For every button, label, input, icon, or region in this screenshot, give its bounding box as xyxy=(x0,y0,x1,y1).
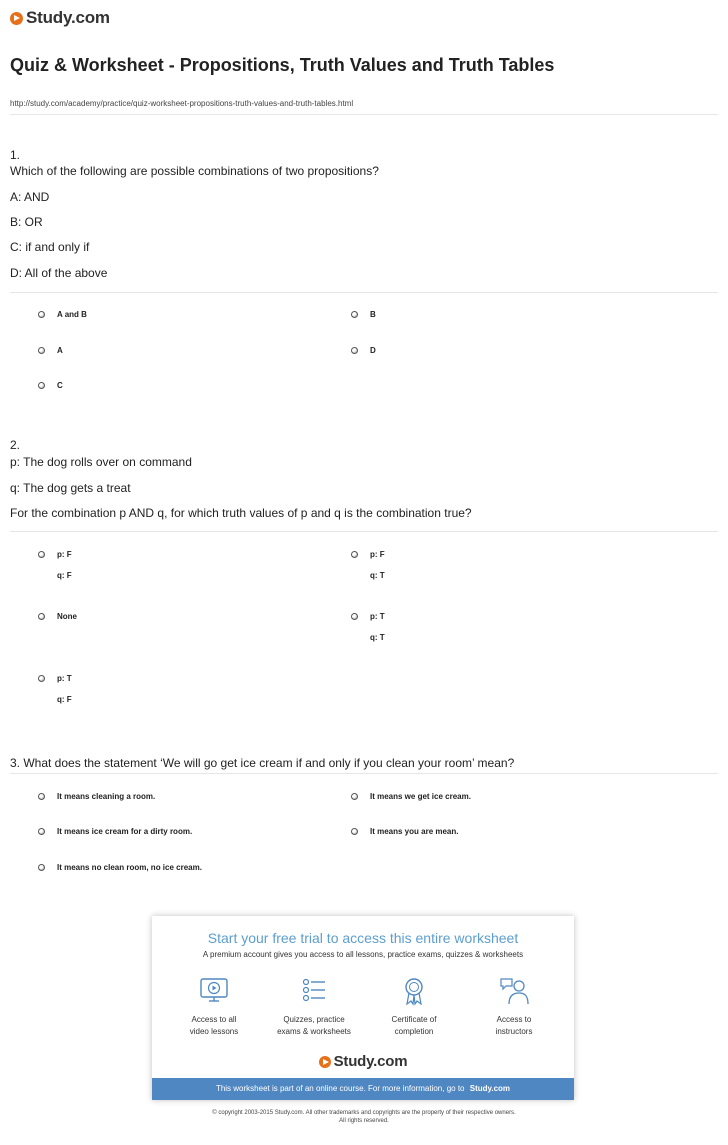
option-label: D xyxy=(370,346,376,355)
option-label: It means you are mean. xyxy=(370,827,459,836)
q3-prompt: 3. What does the statement ‘We will go get ice cream if and only if you clean your room’ mean? xyxy=(10,756,515,770)
play-logo-icon xyxy=(10,12,23,25)
option-label: q: F xyxy=(57,695,72,704)
radio-button[interactable] xyxy=(351,828,358,835)
divider xyxy=(10,531,718,532)
q2-prompt: For the combination p AND q, for which truth values of p and q is the combination true? xyxy=(10,506,472,520)
radio-button[interactable] xyxy=(38,828,45,835)
answer-option[interactable] xyxy=(38,381,63,390)
certificate-icon xyxy=(399,976,429,1006)
option-label: C xyxy=(57,381,63,390)
q1-choice-d: D: All of the above xyxy=(10,266,108,280)
radio-button[interactable] xyxy=(351,793,358,800)
feature-label: Access to all video lessons xyxy=(189,1015,239,1036)
feature-label: Quizzes, practice exams & worksheets xyxy=(277,1015,351,1036)
page-url: http://study.com/academy/practice/quiz-worksheet-propositions-truth-values-and-truth-tables.html xyxy=(10,99,354,108)
option-label: It means we get ice cream. xyxy=(370,792,471,801)
q1-choice-b: B: OR xyxy=(10,215,43,229)
divider xyxy=(10,773,718,774)
option-label: It means no clean room, no ice cream. xyxy=(57,863,202,872)
copyright-line: © copyright 2003-2015 Study.com. All other trademarks and copyrights are the property of their respective owners. xyxy=(212,1110,516,1116)
answer-option[interactable] xyxy=(351,792,471,801)
answer-option[interactable] xyxy=(38,863,202,872)
q2-line2: q: The dog gets a treat xyxy=(10,481,131,495)
answer-option[interactable] xyxy=(38,674,72,704)
answer-option[interactable] xyxy=(38,792,155,801)
radio-button[interactable] xyxy=(351,551,358,558)
promo-study-logo[interactable] xyxy=(152,1053,574,1070)
feature-video-lessons xyxy=(164,976,264,1038)
feature-label: Certificate of completion xyxy=(391,1015,437,1036)
promo-info-bar xyxy=(152,1078,574,1100)
promo-bar-text: This worksheet is part of an online course. For more information, go to xyxy=(215,1084,465,1093)
option-label: B xyxy=(370,310,376,319)
radio-button[interactable] xyxy=(38,675,45,682)
q2-line1: p: The dog rolls over on command xyxy=(10,455,192,469)
video-lesson-icon xyxy=(199,976,229,1006)
answer-option[interactable] xyxy=(38,612,77,621)
free-trial-promo[interactable] xyxy=(152,916,574,1100)
answer-option[interactable] xyxy=(351,612,385,642)
answer-option[interactable] xyxy=(38,827,192,836)
promo-subtitle: A premium account gives you access to all lessons, practice exams, quizzes & worksheets xyxy=(202,950,524,959)
option-label: None xyxy=(57,612,77,621)
q2-number: 2. xyxy=(10,438,21,452)
option-label: It means ice cream for a dirty room. xyxy=(57,827,193,836)
radio-button[interactable] xyxy=(351,613,358,620)
study-logo[interactable] xyxy=(10,8,110,28)
q1-choice-a: A: AND xyxy=(10,190,50,204)
option-label: q: F xyxy=(57,571,72,580)
quiz-list-icon xyxy=(299,976,329,1006)
option-label: q: T xyxy=(370,571,385,580)
answer-option[interactable] xyxy=(38,310,87,319)
answer-option[interactable] xyxy=(351,346,376,355)
answer-option[interactable] xyxy=(351,310,376,319)
feature-certificate xyxy=(364,976,464,1038)
option-label: A xyxy=(57,346,63,355)
feature-quizzes xyxy=(264,976,364,1038)
q1-number: 1. xyxy=(10,148,21,162)
q1-choice-c: C: if and only if xyxy=(10,240,90,254)
feature-instructors xyxy=(464,976,564,1038)
radio-button[interactable] xyxy=(38,347,45,354)
rights-line: All rights reserved. xyxy=(339,1118,389,1124)
copyright xyxy=(0,1109,728,1125)
answer-option[interactable] xyxy=(38,346,63,355)
option-label: p: T xyxy=(57,674,72,683)
feature-label: Access to instructors xyxy=(495,1015,533,1036)
promo-title: Start your free trial to access this entire worksheet xyxy=(207,930,519,946)
q1-prompt: Which of the following are possible combinations of two propositions? xyxy=(10,164,379,178)
option-label: p: F xyxy=(370,550,385,559)
answer-option[interactable] xyxy=(38,550,72,580)
radio-button[interactable] xyxy=(38,551,45,558)
logo-text: Study.com xyxy=(26,8,110,27)
radio-button[interactable] xyxy=(351,347,358,354)
radio-button[interactable] xyxy=(38,864,45,871)
option-label: p: F xyxy=(57,550,72,559)
radio-button[interactable] xyxy=(351,311,358,318)
page-title: Quiz & Worksheet - Propositions, Truth Values and Truth Tables xyxy=(10,55,555,75)
radio-button[interactable] xyxy=(38,311,45,318)
study-link[interactable]: Study.com xyxy=(469,1084,511,1093)
option-label: It means cleaning a room. xyxy=(57,792,156,801)
answer-option[interactable] xyxy=(351,550,385,580)
play-logo-icon xyxy=(319,1056,331,1068)
divider xyxy=(10,292,718,293)
divider xyxy=(10,114,718,115)
promo-logo-text: Study.com xyxy=(333,1053,408,1070)
answer-option[interactable] xyxy=(351,827,458,836)
option-label: A and B xyxy=(57,310,87,319)
option-label: q: T xyxy=(370,633,385,642)
instructor-icon xyxy=(499,976,529,1006)
option-label: p: T xyxy=(370,612,385,621)
radio-button[interactable] xyxy=(38,793,45,800)
radio-button[interactable] xyxy=(38,382,45,389)
radio-button[interactable] xyxy=(38,613,45,620)
